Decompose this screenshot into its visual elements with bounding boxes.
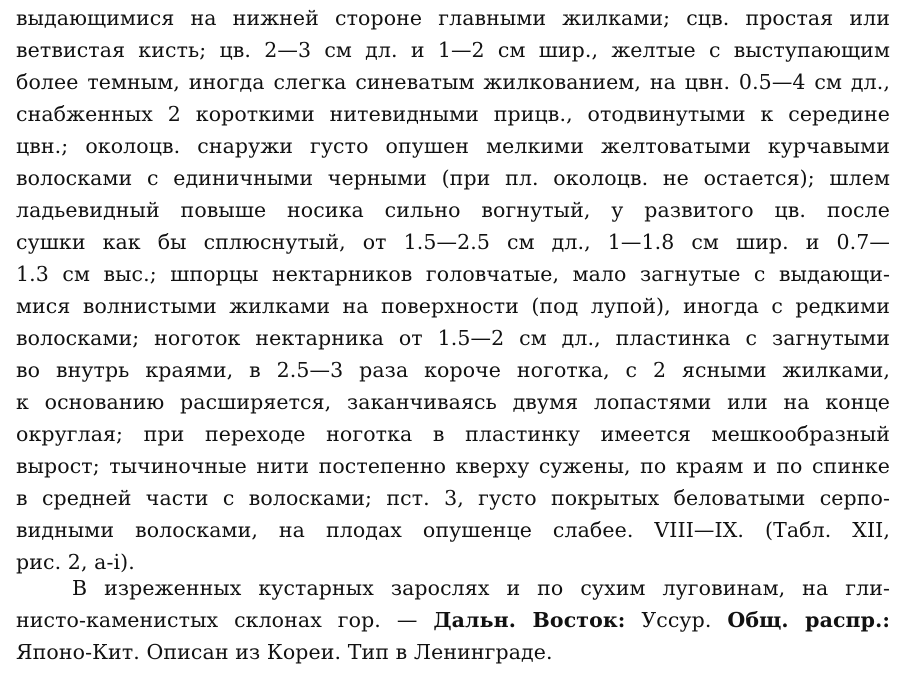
text-line [16, 604, 890, 636]
text-line: волосками; ноготок нектарника от 1.5—2 см дл., пластинка с загнутыми [16, 326, 890, 350]
region-label: Дальн. Восток: [433, 608, 626, 632]
text-line: 1.3 см выс.; шпорцы нектарников головчатые, мало загнутые с выдающи- [16, 262, 890, 286]
text-line: мися волнистыми жилками на поверхности (под лупой), иногда с редкими [16, 294, 890, 318]
text-line: цвн.; околоцв. снаружи густо опушен мелкими желтоватыми курчавыми [16, 134, 890, 158]
region-value: Уссур. [625, 608, 728, 632]
text-line: снабженных 2 короткими нитевидными прицв., отодвинутыми к середине [16, 102, 890, 126]
text-line: В изреженных кустарных зарослях и по сухим луговинам, на гли- [72, 576, 890, 600]
text-line: округлая; при переходе ноготка в пластинку имеется мешкообразный [16, 422, 890, 446]
text-line: ладьевидный повыше носика сильно вогнутый, у развитого цв. после [16, 198, 890, 222]
text-line: более темным, иногда слегка синеватым жилкованием, на цвн. 0.5—4 см дл., [16, 70, 890, 94]
text-fragment: нисто-каменистых склонах гор. — [16, 608, 434, 632]
text-line: волосками с единичными черными (при пл. околоцв. не остается); шлем [16, 166, 890, 190]
text-line: выдающимися на нижней стороне главными жилками; сцв. простая или [16, 6, 890, 30]
text-line: вырост; тычиночные нити постепенно кверху сужены, по краям и по спинке [16, 454, 890, 478]
text-line: в средней части с волосками; пст. 3, густо покрытых беловатыми серпо- [16, 486, 890, 510]
text-line: во внутрь краями, в 2.5—3 раза короче ноготка, с 2 ясными жилками, [16, 358, 890, 382]
text-line: сушки как бы сплюснутый, от 1.5—2.5 см дл., 1—1.8 см шир. и 0.7— [16, 230, 890, 254]
text-line: видными волосками, на плодах опушенце слабее. VIII—IX. (Табл. XII, [16, 518, 890, 542]
text-line: рис. 2, а-i). [16, 550, 135, 574]
text-line: ветвистая кисть; цв. 2—3 см дл. и 1—2 см шир., желтые с выступающим [16, 38, 890, 62]
distribution-label: Общ. распр.: [727, 608, 890, 632]
text-line: Японо-Кит. Описан из Кореи. Тип в Ленинграде. [16, 640, 553, 664]
text-line: к основанию расширяется, заканчиваясь двумя лопастями или на конце [16, 390, 890, 414]
